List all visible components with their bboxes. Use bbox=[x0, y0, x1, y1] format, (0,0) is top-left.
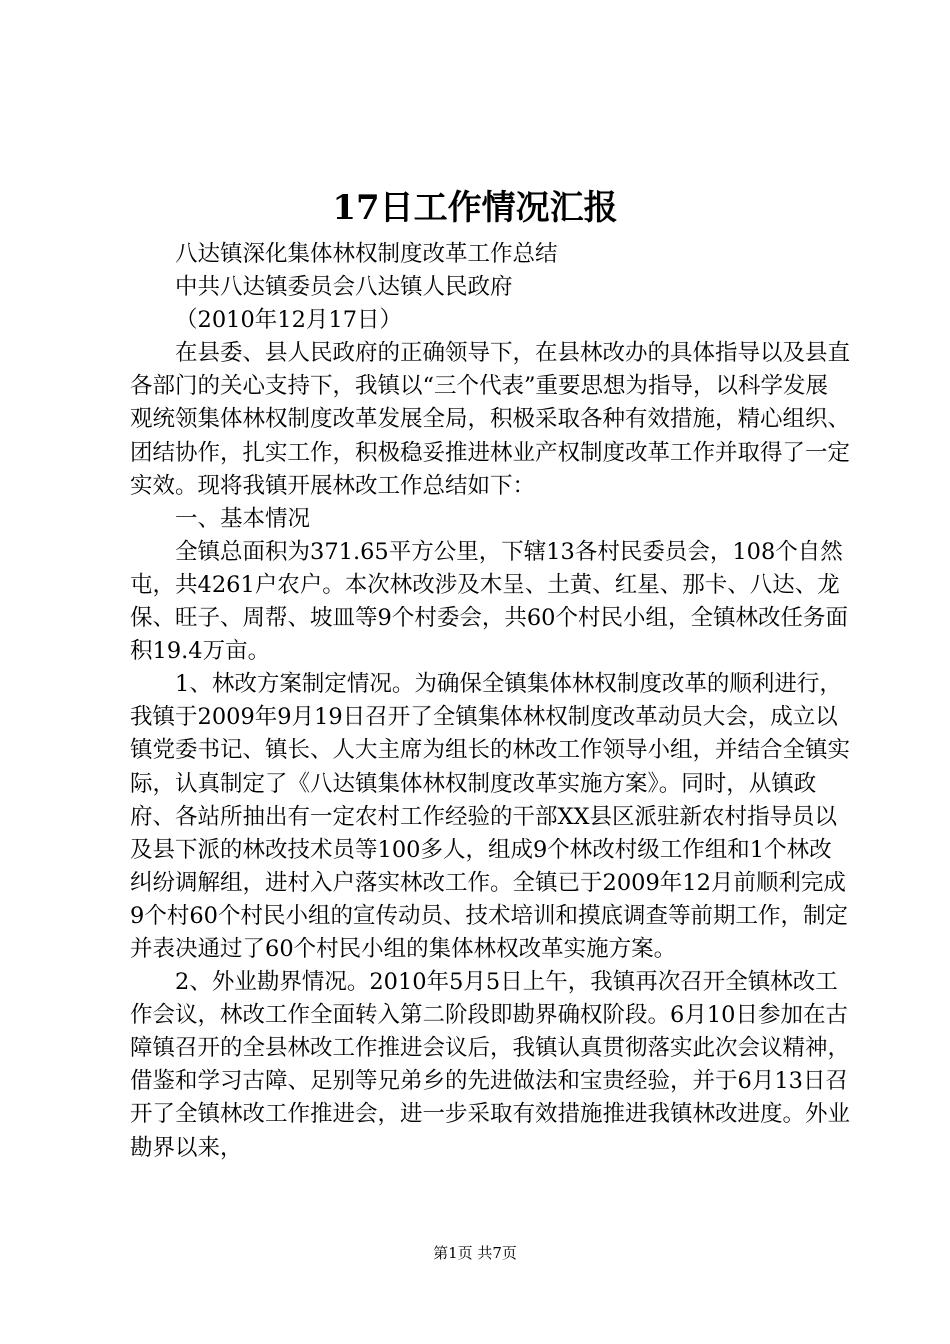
paragraph: 2、外业勘界情况。2010年5月5日上午，我镇再次召开全镇林改工作会议，林改工作全面转入第二阶段即勘界确权阶段。6月10日参加在古障镇召开的全县林改工作推进会议后，我镇认真贯彻落实此次会议精神，借鉴和学习古障、足别等兄弟乡的先进做法和宝贵经验，并于6月13日召开了全镇林改工作推进会，进一步采取有效措施推进我镇林改进度。外业勘界以来， bbox=[130, 969, 851, 1161]
subtitle: 八达镇深化集体林权制度改革工作总结 bbox=[175, 241, 558, 267]
date: （2010年12月17日） bbox=[175, 307, 403, 334]
page-footer: 第1页 共7页 bbox=[433, 1244, 517, 1262]
document-title: 17日工作情况汇报 bbox=[332, 188, 618, 228]
issuer: 中共八达镇委员会八达镇人民政府 bbox=[175, 274, 513, 301]
section-heading: 一、基本情况 bbox=[175, 505, 311, 532]
paragraph: 1、林改方案制定情况。为确保全镇集体林权制度改革的顺利进行，我镇于2009年9月19日召开了全镇集体林权制度改革动员大会，成立以镇党委书记、镇长、人大主席为组长的林改工作领导小组，并结合全镇实际，认真制定了《八达镇集体林权制度改革实施方案》。同时，从镇政府、各站所抽出有一定农村工作经验的干部XX县区派驻新农村指导员以及县下派的林改技术员等100多人，组成9个林改村级工作组和1个林改纠纷调解组，进村入户落实林改工作。全镇已于2009年12月前顺利完成9个村60个村民小组的宣传动员、技术培训和摸底调查等前期工作，制定并表决通过了60个村民小组的集体林权改革实施方案。 bbox=[130, 671, 851, 962]
paragraph: 全镇总面积为371.65平方公里，下辖13各村民委员会，108个自然屯，共4261户农户。本次林改涉及木呈、土黄、红星、那卡、八达、龙保、旺子、周帮、坡皿等9个村委会，共60个村民小组，全镇林改任务面积19.4万亩。 bbox=[130, 538, 848, 665]
paragraph: 在县委、县人民政府的正确领导下，在县林改办的具体指导以及县直各部门的关心支持下，我镇以“三个代表”重要思想为指导，以科学发展观统领集体林权制度改革发展全局，积极采取各种有效措施，精心组织、团结协作，扎实工作，积极稳妥推进林业产权制度改革工作并取得了一定实效。现将我镇开展林改工作总结如下： bbox=[130, 340, 851, 499]
document-body bbox=[130, 238, 850, 1165]
